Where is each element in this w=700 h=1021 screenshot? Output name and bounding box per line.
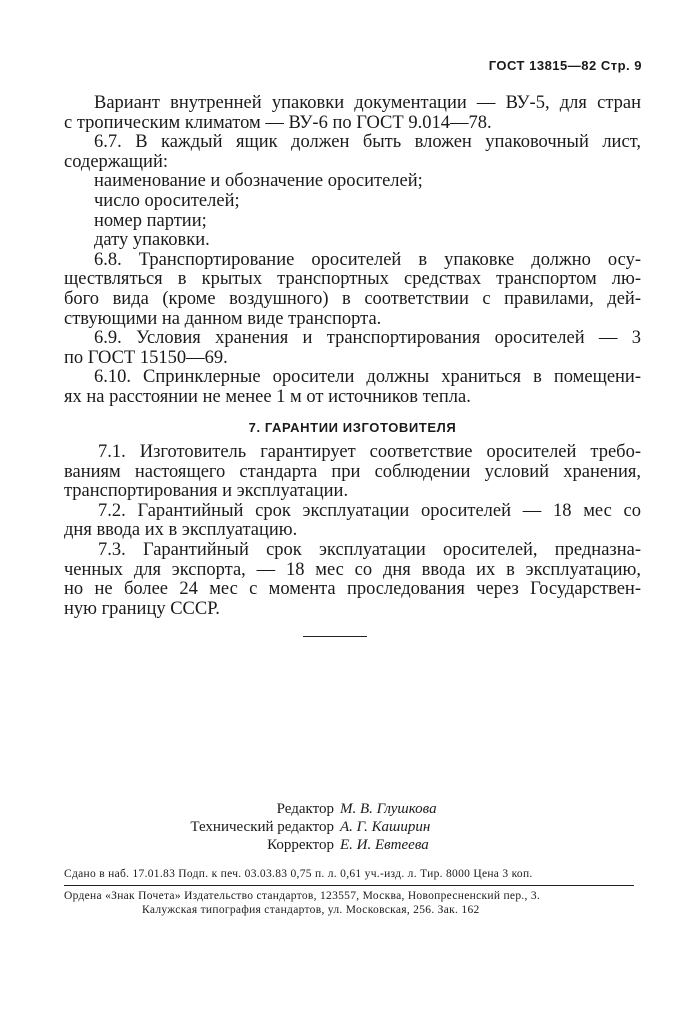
imprint-line: Сдано в наб. 17.01.83 Подп. к печ. 03.03.83 0,75 п. л. 0,61 уч.-изд. л. Тир. 8000 Цена 3 коп. (64, 868, 533, 880)
text-line: ную границу СССР. (64, 599, 220, 619)
section-title: 7. ГАРАНТИИ ИЗГОТОВИТЕЛЯ (248, 419, 457, 435)
text-line: 6.9. Условия хранения и транспортирования оросителей — 3 (94, 329, 641, 349)
credit-name: М. В. Глушкова (340, 801, 437, 817)
text-line: 6.7. В каждый ящик должен быть вложен упаковочный лист, (94, 133, 641, 153)
credit-editor (0, 800, 700, 818)
text-line: 6.10. Спринклерные оросители должны храниться в помещени- (94, 368, 641, 388)
credit-tech-editor (0, 818, 700, 836)
text-line: 6.8. Транспортирование оросителей в упаковке должно осу- (94, 250, 641, 270)
credit-role: Корректор (267, 837, 334, 853)
text-line: ваниям настоящего стандарта при соблюдении условий хранения, (64, 462, 641, 482)
document-body (64, 94, 641, 619)
text-line: содержащий: (64, 152, 168, 172)
text-line: ществляться в крытых транспортных средствах транспортом лю- (64, 270, 641, 290)
text-line: 7.3. Гарантийный срок эксплуатации оросителей, предназна- (98, 541, 641, 561)
section-divider (303, 636, 367, 637)
text-line: по ГОСТ 15150—69. (64, 348, 228, 368)
credit-role: Технический редактор (190, 819, 334, 835)
text-line: ях на расстоянии не менее 1 м от источников тепла. (64, 387, 471, 407)
text-line: Вариант внутренней упаковки документации — ВУ-5, для стран (94, 94, 641, 113)
credit-name: Е. И. Евтеева (340, 837, 429, 853)
credit-name: А. Г. Каширин (340, 819, 431, 835)
text-line: ченных для экспорта, — 18 мес со дня ввода их в эксплуатацию, (64, 560, 641, 580)
page-header: ГОСТ 13815—82 Стр. 9 (488, 58, 642, 73)
text-line: наименование и обозначение оросителей; (94, 172, 423, 192)
text-line: бого вида (кроме воздушного) в соответствии с правилами, дей- (64, 289, 641, 309)
text-line: номер партии; (94, 211, 207, 231)
imprint-line: Ордена «Знак Почета» Издательство стандартов, 123557, Москва, Новопресненский пер., 3. (64, 890, 541, 902)
text-line: дату упаковки. (94, 231, 210, 251)
text-line: с тропическим климатом — ВУ-6 по ГОСТ 9.014—78. (64, 113, 492, 133)
text-line: 7.2. Гарантийный срок эксплуатации оросителей — 18 мес со (98, 501, 641, 521)
credits-block (0, 800, 700, 854)
text-line: дня ввода их в эксплуатацию. (64, 521, 298, 541)
credit-corrector (0, 836, 700, 854)
imprint-rule (64, 885, 634, 886)
credit-role: Редактор (276, 801, 334, 817)
imprint-block (64, 867, 634, 917)
text-line: ствующими на данном виде транспорта. (64, 309, 382, 329)
text-line: но не более 24 мес с момента проследования через Государствен- (64, 580, 641, 600)
text-line: 7.1. Изготовитель гарантирует соответствие оросителей требо- (98, 443, 641, 463)
imprint-line: Калужская типография стандартов, ул. Московская, 256. Зак. 162 (142, 904, 480, 916)
text-line: число оросителей; (94, 191, 240, 211)
text-line: транспортирования и эксплуатации. (64, 482, 349, 502)
